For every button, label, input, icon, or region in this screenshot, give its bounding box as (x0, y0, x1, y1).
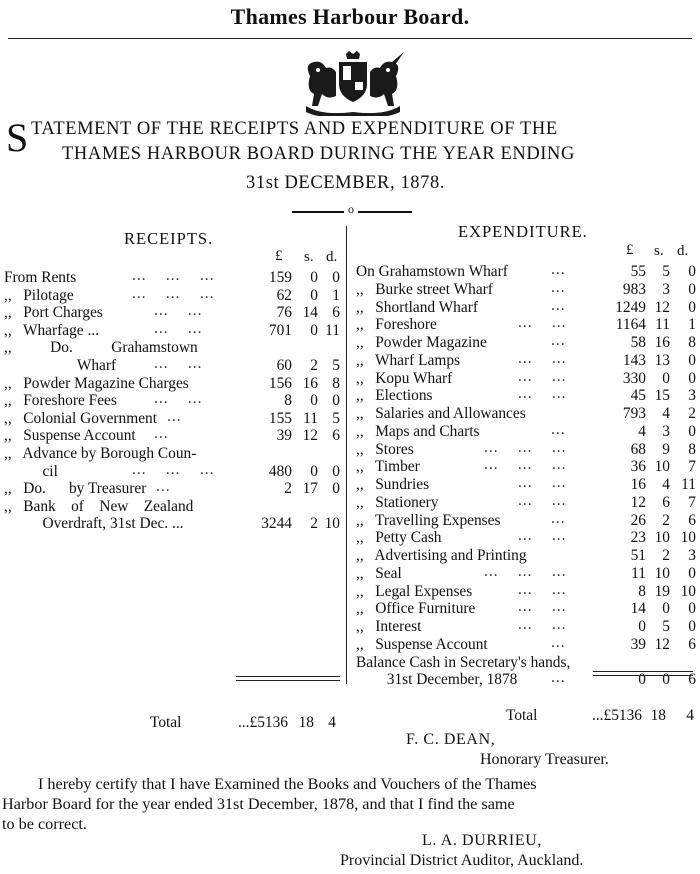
expenditure-row-pence: 7 (688, 458, 696, 476)
expenditure-row-pounds: 12 (630, 493, 646, 511)
expenditure-row-leader: ... (551, 669, 566, 687)
expenditure-row-pence: 2 (688, 405, 696, 422)
expenditure-row-label: ,, Legal Expenses (356, 582, 473, 600)
receipts-unit-pence: d. (326, 249, 338, 265)
expenditure-row-pence: 1 (688, 316, 696, 334)
receipts-row-pounds: 62 (276, 286, 292, 304)
expenditure-total-label: Total (506, 707, 538, 724)
expenditure-row-leader: ... ... (518, 616, 567, 633)
receipts-row-shillings: 0 (310, 392, 318, 410)
expenditure-row-label: ,, Office Furniture (356, 600, 476, 618)
treasurer-name: F. C. DEAN, (406, 731, 496, 748)
expenditure-row-pounds: 36 (630, 458, 646, 476)
expenditure-total-rule-2 (593, 675, 693, 676)
expenditure-row-leader: ... (551, 278, 566, 296)
expenditure-row-pounds: 58 (630, 334, 646, 351)
receipts-total-rule (236, 676, 340, 677)
receipts-row-shillings: 0 (310, 462, 318, 480)
receipts-row-label: ,, Colonial Government (4, 409, 158, 427)
expenditure-row-label: ,, Interest (356, 618, 422, 635)
expenditure-row-pounds: 16 (630, 476, 646, 493)
expenditure-row-shillings: 19 (654, 582, 670, 600)
expenditure-row-pence: 8 (688, 334, 696, 351)
receipts-row-shillings: 11 (303, 409, 318, 427)
receipts-row-leader: ... ... ... (132, 460, 215, 478)
expenditure-row-label: ,, Stores (356, 440, 414, 458)
expenditure-row-shillings: 5 (662, 618, 670, 635)
expenditure-total-pence: 4 (686, 707, 694, 724)
expenditure-row-pence: 10 (680, 529, 696, 547)
receipts-row-leader: ... (156, 478, 171, 496)
expenditure-row-pence: 0 (688, 369, 696, 387)
receipts-row-pounds: 156 (268, 374, 292, 392)
receipts-row-shillings: 0 (310, 286, 318, 304)
expenditure-row-pence: 0 (688, 564, 696, 582)
expenditure-row-shillings: 15 (654, 387, 670, 405)
expenditure-row-shillings: 9 (662, 440, 670, 458)
expenditure-row-pounds: 26 (630, 511, 646, 529)
receipts-row-pence: 10 (324, 515, 340, 533)
receipts-unit-shillings: s. (304, 249, 314, 265)
receipts-row-label: Wharf (4, 357, 117, 374)
expenditure-row-pounds: 39 (630, 635, 646, 653)
auditor-name: L. A. DURRIEU, (422, 832, 542, 849)
expenditure-heading: EXPENDITURE. (458, 222, 588, 241)
expenditure-total-rule (593, 671, 693, 672)
expenditure-row-leader: ... ... (518, 349, 567, 367)
expenditure-row-label: ,, Travelling Expenses (356, 511, 501, 529)
receipts-row-pence: 6 (332, 427, 340, 445)
receipts-row-pounds: 159 (268, 269, 292, 286)
receipts-total-row (0, 713, 346, 733)
receipts-row-shillings: 2 (310, 357, 318, 374)
expenditure-row-shillings: 11 (655, 316, 670, 334)
expenditure-row-pence: 0 (688, 280, 696, 298)
expenditure-row-label: ,, Sundries (356, 476, 430, 493)
expenditure-total-row (350, 706, 700, 726)
expenditure-row-pence: 3 (688, 387, 696, 405)
expenditure-row-pounds: 8 (638, 582, 646, 600)
expenditure-row-shillings: 16 (654, 334, 670, 351)
expenditure-row-label: ,, Stationery (356, 493, 439, 511)
receipts-row-pence: 1 (332, 286, 340, 304)
expenditure-row-pence: 0 (688, 422, 696, 440)
expenditure-row-label: ,, Maps and Charts (356, 422, 480, 440)
expenditure-unit-shillings: s. (654, 243, 664, 259)
expenditure-row-shillings: 0 (662, 369, 670, 387)
expenditure-row-pence: 0 (688, 351, 696, 369)
expenditure-row-leader: ... ... (518, 385, 567, 403)
receipts-total-shillings: 18 (298, 714, 314, 731)
expenditure-row-leader: ... ... ... (484, 456, 567, 474)
expenditure-row-label: ,, Seal (356, 564, 402, 582)
expenditure-row-pounds: 51 (630, 547, 646, 564)
expenditure-row-leader: ... ... (518, 527, 567, 545)
receipts-row-pounds: 2 (284, 480, 292, 498)
page-header-title: Thames Harbour Board. (230, 4, 470, 29)
expenditure-row-pence: 0 (688, 618, 696, 635)
expenditure-row-label: ,, Elections (356, 387, 433, 405)
column-rule (346, 226, 347, 684)
expenditure-row-shillings: 10 (654, 458, 670, 476)
receipts-row-leader: ... ... ... (132, 267, 215, 284)
expenditure-row-pence: 6 (688, 671, 696, 689)
divider-mark: o (348, 202, 354, 216)
receipts-row-pence: 0 (332, 392, 340, 410)
expenditure-row-label: ,, Shortland Wharf (356, 298, 478, 316)
receipts-row-pounds: 155 (268, 409, 292, 427)
receipts-row-shillings: 12 (302, 427, 318, 445)
expenditure-row-pence: 0 (688, 298, 696, 316)
treasurer-title: Honorary Treasurer. (480, 751, 609, 768)
expenditure-row-shillings: 2 (662, 547, 670, 564)
auditor-title: Provincial District Auditor, Auckland. (340, 852, 584, 869)
statement-drop-cap: S (6, 115, 29, 160)
expenditure-row-leader: ... (551, 261, 566, 278)
expenditure-row-shillings: 6 (662, 493, 670, 511)
expenditure-row-shillings: 13 (654, 351, 670, 369)
expenditure-row-shillings: 4 (662, 405, 670, 422)
receipts-row-leader: ... ... ... (132, 284, 215, 302)
expenditure-row-shillings: 10 (654, 529, 670, 547)
receipts-total-pence: 4 (328, 714, 336, 731)
receipts-row-label: ,, Bank of New Zealand (4, 497, 194, 515)
expenditure-row-pounds: 143 (622, 351, 646, 369)
receipts-row-pounds: 60 (276, 357, 292, 374)
receipts-row-label: ,, Advance by Borough Coun- (4, 445, 197, 462)
royal-coat-of-arms-icon (292, 50, 414, 116)
expenditure-row-pence: 0 (688, 263, 696, 280)
expenditure-row-pounds: 983 (622, 280, 646, 298)
receipts-total-pounds: ...£5136 (237, 714, 288, 731)
certification-line-1: I hereby certify that I have Examined the Books and Vouchers of the Thames (38, 775, 537, 793)
expenditure-row-shillings: 2 (662, 511, 670, 529)
receipts-row-label: ,, Port Charges (4, 304, 103, 322)
expenditure-unit-pence: d. (677, 243, 689, 259)
receipts-row-leader: ... ... (154, 302, 203, 320)
expenditure-row-label: ,, Kopu Wharf (356, 369, 453, 387)
expenditure-row-pence: 8 (688, 440, 696, 458)
expenditure-unit-pounds: £ (626, 242, 634, 258)
expenditure-row-pounds: 0 (638, 671, 646, 689)
expenditure-row-pounds: 793 (622, 405, 646, 422)
expenditure-row-shillings: 4 (662, 476, 670, 493)
receipts-row-shillings: 17 (302, 480, 318, 498)
expenditure-row-leader: ... (551, 420, 566, 438)
expenditure-row-leader: ... ... ... (484, 438, 567, 456)
receipts-row-pence: 6 (332, 304, 340, 322)
expenditure-row (356, 670, 700, 690)
expenditure-total-shillings: 18 (650, 707, 666, 724)
section-divider (292, 204, 412, 218)
expenditure-row-shillings: 12 (654, 635, 670, 653)
expenditure-row-leader: ... ... (518, 314, 567, 332)
receipts-row-shillings: 0 (310, 269, 318, 286)
expenditure-row-label: On Grahamstown Wharf (356, 263, 508, 280)
expenditure-row-label: ,, Foreshore (356, 316, 437, 334)
receipts-row-pounds: 701 (268, 321, 292, 339)
expenditure-row-pence: 3 (688, 547, 696, 564)
receipts-row-shillings: 14 (302, 304, 318, 322)
receipts-row-pounds: 8 (284, 392, 292, 410)
receipts-row-pence: 5 (332, 409, 340, 427)
receipts-row-pence: 8 (332, 374, 340, 392)
expenditure-row-label: ,, Timber (356, 458, 420, 476)
expenditure-row-pence: 6 (688, 511, 696, 529)
expenditure-total-pounds: ...£5136 (591, 707, 642, 724)
expenditure-row-label: ,, Suspense Account (356, 635, 488, 653)
receipts-row-label: ,, Do. by Treasurer (4, 480, 147, 498)
expenditure-row-leader: ... ... (518, 491, 567, 509)
expenditure-row-pounds: 45 (630, 387, 646, 405)
receipts-total-rule-2 (236, 680, 340, 681)
header-rule (8, 38, 692, 39)
receipts-row-shillings: 0 (310, 321, 318, 339)
receipts-row-leader: ... (154, 425, 169, 443)
expenditure-row-pounds: 68 (630, 440, 646, 458)
receipts-row-label: Overdraft, 31st Dec. ... (4, 515, 184, 533)
expenditure-row-leader: ... (551, 509, 566, 527)
expenditure-row-leader: ... ... (518, 367, 567, 385)
receipts-row-label: ,, Foreshore Fees (4, 392, 117, 410)
receipts-row-pounds: 39 (276, 427, 292, 445)
certification-line-2: Harbor Board for the year ended 31st December, 1878, and that I find the same (2, 795, 515, 813)
certification-line-3: to be correct. (2, 815, 87, 833)
receipts-row-label: ,, Pilotage (4, 286, 74, 304)
receipts-row-leader: ... ... (154, 355, 203, 372)
receipts-row-label: cil (4, 462, 58, 480)
expenditure-row-label: ,, Wharf Lamps (356, 351, 460, 369)
expenditure-row-leader: ... (551, 296, 566, 314)
expenditure-row-shillings: 10 (654, 564, 670, 582)
expenditure-row-label: ,, Salaries and Allowances (356, 405, 526, 422)
receipts-row-label: ,, Suspense Account (4, 427, 136, 445)
expenditure-row-leader: ... (551, 633, 566, 651)
expenditure-row-pounds: 1249 (615, 298, 646, 316)
expenditure-row-shillings: 0 (662, 671, 670, 689)
receipts-row (4, 514, 346, 534)
expenditure-row-shillings: 3 (662, 280, 670, 298)
receipts-row-leader: ... (167, 407, 182, 425)
expenditure-row-label: ,, Advertising and Printing (356, 547, 527, 564)
expenditure-row-label: Balance Cash in Secretary's hands, (356, 653, 571, 671)
expenditure-row-label: 31st December, 1878 (356, 671, 518, 689)
receipts-row-shillings: 16 (302, 374, 318, 392)
statement-line-1: TATEMENT OF THE RECEIPTS AND EXPENDITURE OF THE (31, 119, 558, 139)
expenditure-row-leader: ... ... (518, 474, 567, 491)
expenditure-row-label: ,, Burke street Wharf (356, 280, 493, 298)
expenditure-row-pence: 10 (680, 582, 696, 600)
receipts-total-label: Total (150, 714, 182, 731)
receipts-row-leader: ... ... (154, 390, 203, 408)
expenditure-row-shillings: 3 (662, 422, 670, 440)
expenditure-row-pence: 7 (688, 493, 696, 511)
expenditure-row-label: ,, Petty Cash (356, 529, 442, 547)
statement-line-3: 31st DECEMBER, 1878. (246, 173, 446, 193)
receipts-row-label: From Rents (4, 269, 77, 286)
receipts-row-shillings: 2 (310, 515, 318, 533)
receipts-row-label: ,, Do. Grahamstown (4, 339, 198, 357)
expenditure-row-leader: ... ... (518, 580, 567, 598)
statement-line-2: THAMES HARBOUR BOARD DURING THE YEAR ENDING (62, 144, 575, 164)
expenditure-row-pounds: 55 (630, 263, 646, 280)
expenditure-row-pounds: 4 (638, 422, 646, 440)
receipts-row-label: ,, Wharfage ... (4, 321, 100, 339)
receipts-row-pence: 11 (325, 321, 340, 339)
expenditure-row-pounds: 23 (630, 529, 646, 547)
expenditure-row-shillings: 0 (662, 600, 670, 618)
expenditure-row-pence: 6 (688, 635, 696, 653)
expenditure-row-shillings: 12 (654, 298, 670, 316)
receipts-row-pounds: 3244 (261, 515, 292, 533)
receipts-row-pounds: 480 (268, 462, 292, 480)
receipts-row-pence: 0 (332, 462, 340, 480)
expenditure-row-pounds: 1164 (615, 316, 646, 334)
receipts-unit-pounds: £ (275, 248, 283, 264)
expenditure-row-leader: ... ... ... (484, 562, 567, 580)
expenditure-row-pounds: 330 (622, 369, 646, 387)
expenditure-row-pounds: 14 (630, 600, 646, 618)
expenditure-row-shillings: 5 (662, 263, 670, 280)
receipts-row-leader: ... ... (154, 319, 203, 337)
expenditure-row-pence: 11 (681, 476, 696, 493)
receipts-row-pounds: 76 (276, 304, 292, 322)
receipts-row-pence: 0 (332, 480, 340, 498)
receipts-heading: RECEIPTS. (124, 229, 214, 248)
expenditure-row-leader: ... ... (518, 598, 567, 616)
expenditure-row-label: ,, Powder Magazine (356, 334, 487, 351)
receipts-row-pence: 0 (332, 269, 340, 286)
receipts-row-label: ,, Powder Magazine Charges (4, 374, 189, 392)
expenditure-row-pounds: 0 (638, 618, 646, 635)
receipts-row-pence: 5 (332, 357, 340, 374)
expenditure-row-pence: 0 (688, 600, 696, 618)
expenditure-row-leader: ... (551, 332, 566, 349)
expenditure-row-pounds: 11 (631, 564, 646, 582)
